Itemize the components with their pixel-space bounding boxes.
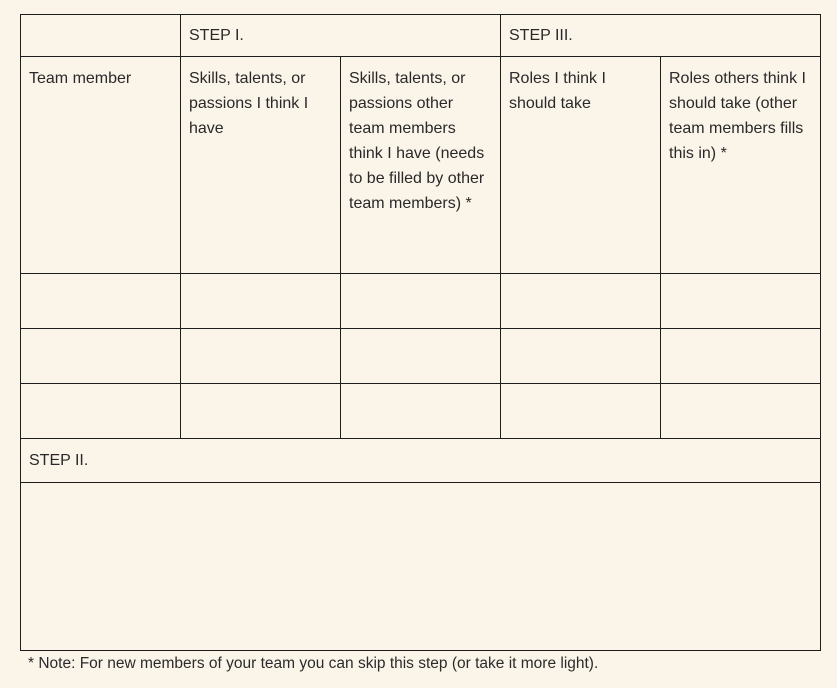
step2-header-row bbox=[21, 439, 821, 483]
column-header-skills-self: Skills, talents, or passions I think I have bbox=[181, 57, 341, 274]
member-row-2 bbox=[21, 329, 821, 384]
member-3-name-cell[interactable] bbox=[21, 384, 181, 439]
step3-header-cell: STEP III. bbox=[501, 15, 821, 57]
member-3-skills-self-cell[interactable] bbox=[181, 384, 341, 439]
column-header-team-member: Team member bbox=[21, 57, 181, 274]
step2-content-cell[interactable] bbox=[21, 483, 821, 651]
member-3-roles-self-cell[interactable] bbox=[501, 384, 661, 439]
member-2-name-cell[interactable] bbox=[21, 329, 181, 384]
column-header-row bbox=[21, 57, 821, 274]
member-1-roles-others-cell[interactable] bbox=[661, 274, 821, 329]
member-1-roles-self-cell[interactable] bbox=[501, 274, 661, 329]
member-2-skills-others-cell[interactable] bbox=[341, 329, 501, 384]
step-header-row bbox=[21, 15, 821, 57]
step2-content-row bbox=[21, 483, 821, 651]
member-3-roles-others-cell[interactable] bbox=[661, 384, 821, 439]
member-row-3 bbox=[21, 384, 821, 439]
member-row-1 bbox=[21, 274, 821, 329]
footnote: * Note: For new members of your team you can skip this step (or take it more light). bbox=[28, 655, 599, 672]
step1-header-cell: STEP I. bbox=[181, 15, 501, 57]
member-1-skills-others-cell[interactable] bbox=[341, 274, 501, 329]
member-1-name-cell[interactable] bbox=[21, 274, 181, 329]
corner-cell bbox=[21, 15, 181, 57]
member-2-roles-others-cell[interactable] bbox=[661, 329, 821, 384]
column-header-roles-others: Roles others think I should take (other team members fills this in) * bbox=[661, 57, 821, 274]
step2-header-cell: STEP II. bbox=[21, 439, 821, 483]
column-header-roles-self: Roles I think I should take bbox=[501, 57, 661, 274]
member-2-skills-self-cell[interactable] bbox=[181, 329, 341, 384]
member-2-roles-self-cell[interactable] bbox=[501, 329, 661, 384]
member-1-skills-self-cell[interactable] bbox=[181, 274, 341, 329]
team-roles-table bbox=[20, 14, 821, 651]
member-3-skills-others-cell[interactable] bbox=[341, 384, 501, 439]
column-header-skills-others: Skills, talents, or passions other team members think I have (needs to be filled by other team members) * bbox=[341, 57, 501, 274]
